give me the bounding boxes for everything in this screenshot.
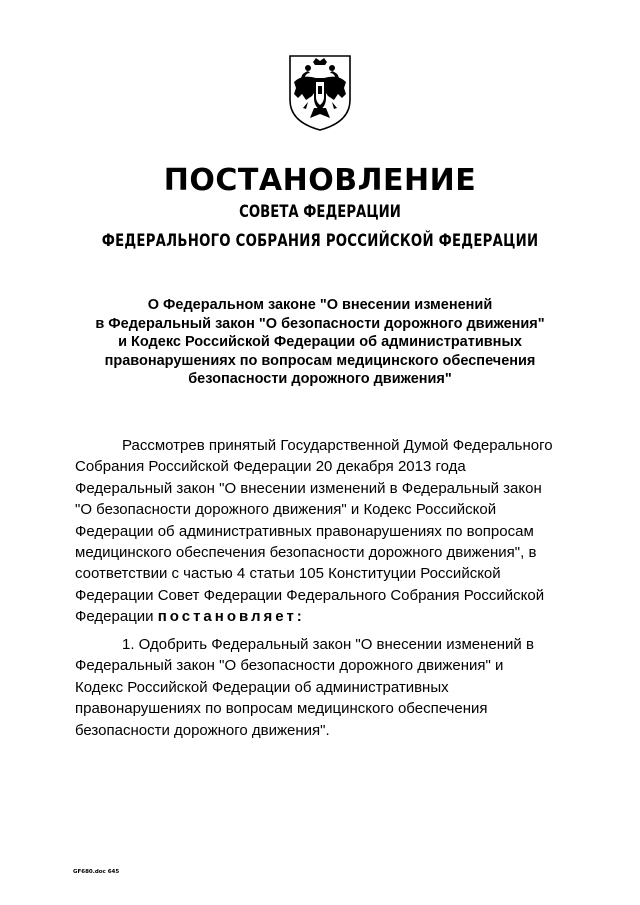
word: движения" [417,657,491,675]
body-line [75,606,595,627]
word: вопросам [225,700,293,718]
word: медицинского [297,700,394,718]
subject-line: безопасности дорожного движения" [188,371,452,387]
body-line: медицинского обеспечения безопасности дорожного движения", в [75,544,537,562]
word: Кодекс [363,501,412,519]
word: 20 [315,458,333,476]
word: Федерации [211,678,291,696]
paragraph-item-1 [75,634,595,741]
paragraph-considering [75,435,595,628]
word: закон [176,657,215,675]
subject-line: и Кодекс Российской Федерации об административных [118,334,522,350]
word: административных [315,678,449,696]
body-line: Федерации Совет Федерации Федерального Собрания Российской [75,586,545,604]
body-line: Федерации об административных правонарушениях по вопросам [75,522,534,540]
resolution-subject [60,296,580,389]
body-line-justified [75,698,595,719]
document-file-code: GF680.doc 645 [73,869,120,875]
word: года [435,458,466,476]
subject-line: правонарушениях по вопросам медицинского обеспечения [104,352,536,369]
word: обеспечения [397,700,488,718]
word: дорожного [339,657,414,675]
word: по [205,700,222,718]
body-line: соответствии с частью 4 статьи 105 Конституции Российской [75,565,501,583]
body-line-justified [75,456,595,477]
word: "О безопасности [75,501,191,519]
word: Российской [415,501,497,519]
word: Федеральный [75,657,173,675]
word: и [350,501,360,519]
word: и [495,657,504,675]
word: дорожного [195,501,269,519]
subject-line: О Федеральном законе "О внесении изменений [147,297,493,313]
body-text: Федерации [75,608,154,626]
body-line-justified [75,499,595,520]
body-line: безопасности дорожного движения". [75,721,330,739]
issuer-line-2: ФЕДЕРАЛЬНОГО СОБРАНИЯ РОССИЙСКОЙ ФЕДЕРАЦИИ [101,231,539,251]
subject-line: в Федеральный закон "О безопасности дорожного движения" [95,315,545,332]
word: Собрания [75,458,145,476]
body-line-justified [75,677,595,698]
word: 2013 [397,458,432,476]
body-line: Рассмотрев принятый Государственной Думой Федерального [122,437,553,454]
word: Российской [127,678,208,696]
word: Российской [148,458,229,476]
word: Федерации [233,458,312,476]
word: Кодекс [75,678,124,696]
document-type-title: ПОСТАНОВЛЕНИЕ [163,163,477,198]
coat-of-arms-emblem [286,52,354,132]
body-line: 1. Одобрить Федеральный закон "О внесении изменений в [122,636,534,653]
word: безопасности [240,657,336,675]
issuer-line-1: СОВЕТА ФЕДЕРАЦИИ [239,202,401,222]
word: движения" [273,501,347,519]
word: правонарушениях [75,700,201,718]
word: декабря [336,458,394,476]
resolves-verb: постановляет: [157,608,305,626]
word: об [294,678,312,696]
word: "О [219,657,237,675]
body-line: Федеральный закон "О внесении изменений в Федеральный закон [75,479,542,497]
body-line-justified [75,655,595,676]
